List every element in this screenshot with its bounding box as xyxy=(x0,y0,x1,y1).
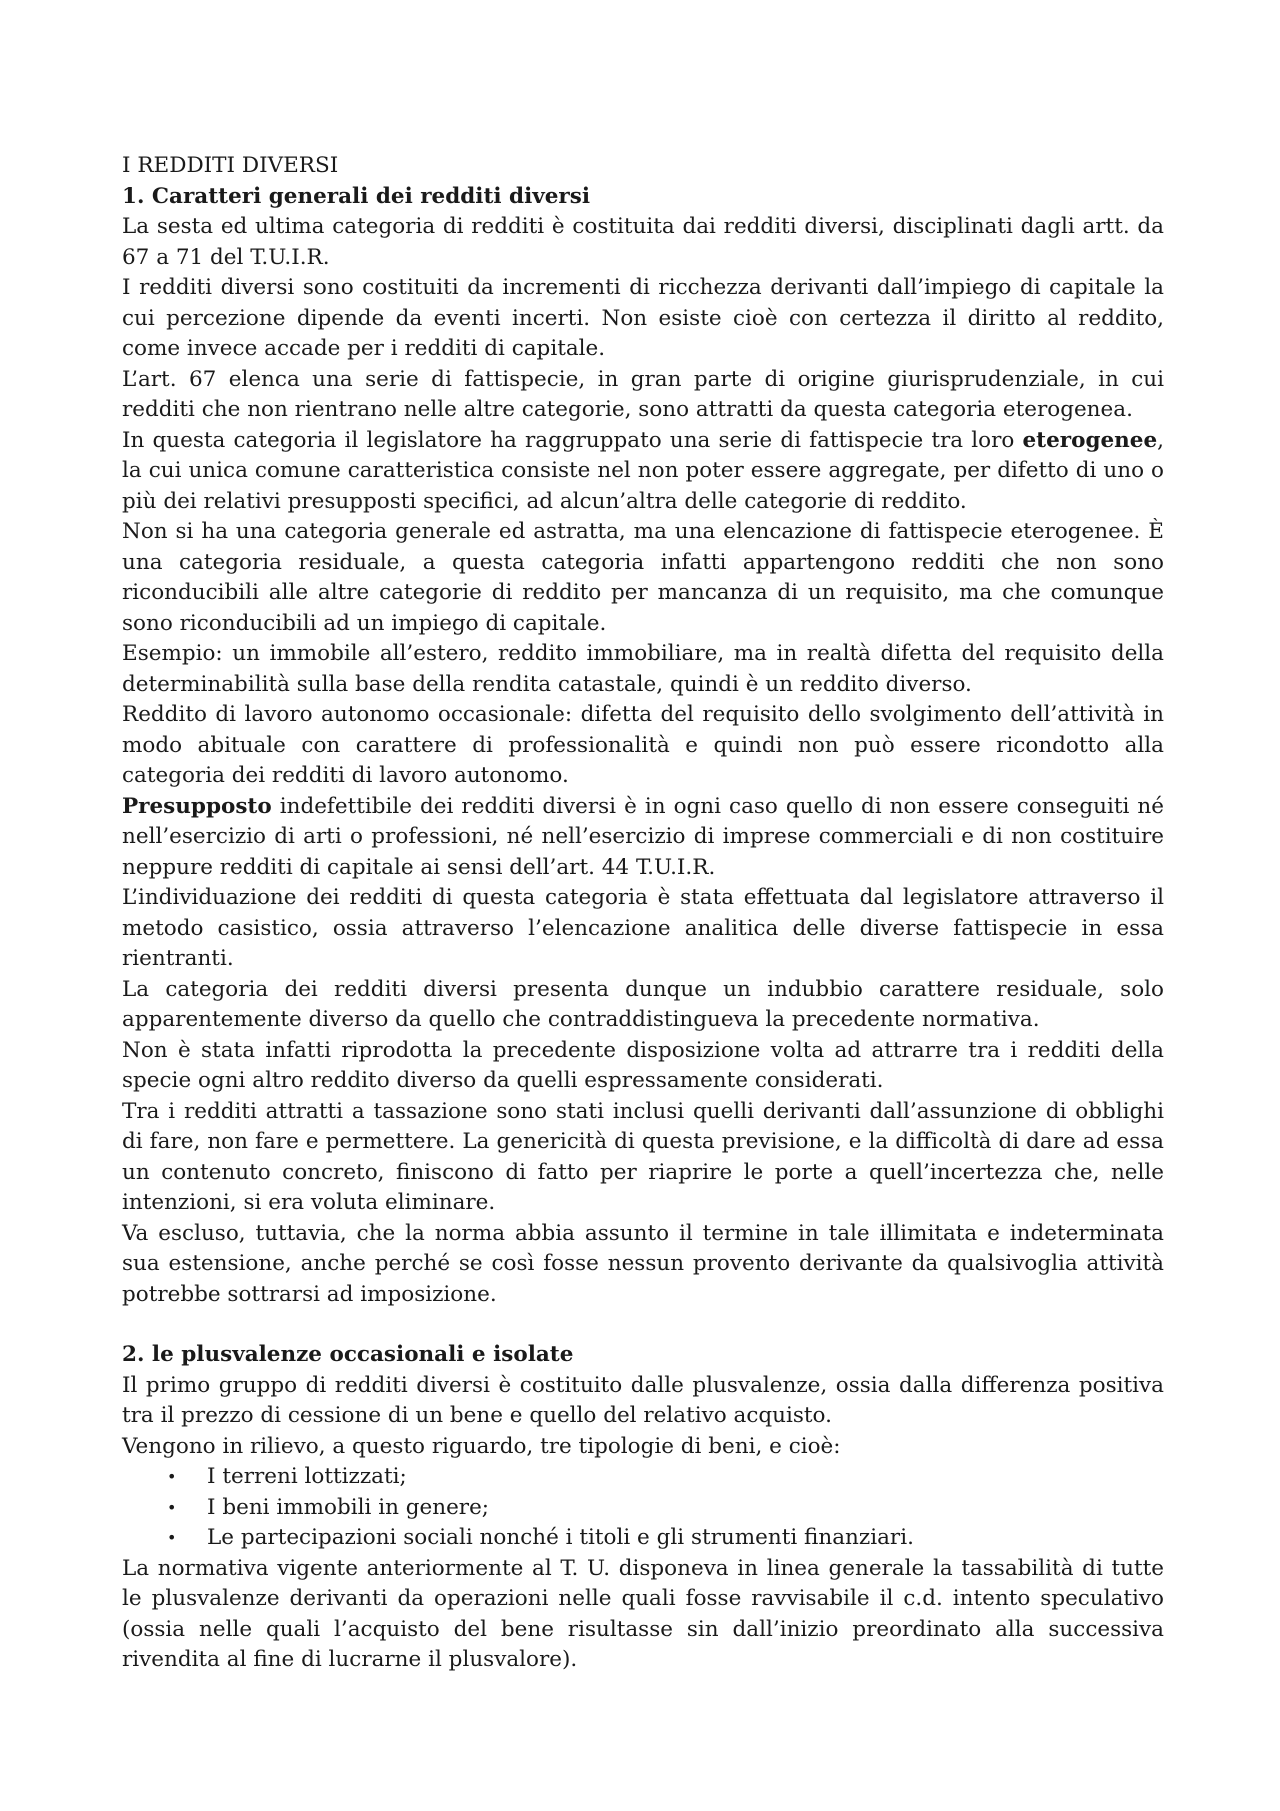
section-1-paragraph-8 xyxy=(122,792,1164,884)
section-2-paragraph-3: La normativa vigente anteriormente al T. U. disponeva in linea generale la tassabilità di tutte le plusvalenze derivanti da operazioni nelle quali fosse ravvisabile il c.d. intento speculativo (ossia nelle quali l’acquisto del bene risultasse sin dall’inizio preordinato alla successiva rivendita al fine di lucrarne il plusvalore). xyxy=(122,1555,1164,1672)
section-1-heading: 1. Caratteri generali dei redditi diversi xyxy=(122,183,591,209)
section-1-paragraph-1: La sesta ed ultima categoria di redditi è costituita dai redditi diversi, disciplinati dagli artt. da 67 a 71 del T.U.I.R. xyxy=(122,214,1164,270)
section-1-paragraph-7: Reddito di lavoro autonomo occasionale: difetta del requisito dello svolgimento dell’attività in modo abituale con carattere di professionalità e quindi non può essere ricondotto alla categoria dei redditi di lavoro autonomo. xyxy=(122,702,1164,788)
document-page xyxy=(122,151,1164,1676)
section-2-heading: 2. le plusvalenze occasionali e isolate xyxy=(122,1342,574,1367)
section-1-paragraph-9: L’individuazione dei redditi di questa categoria è stata effettuata dal legislatore attraverso il metodo casistico, ossia attraverso l’elencazione analitica delle diverse fattispecie in essa rientranti. xyxy=(122,885,1164,971)
section-spacer xyxy=(122,1310,1164,1340)
section-1-paragraph-5: Non si ha una categoria generale ed astratta, ma una elencazione di fattispecie eterogenee. È una categoria residuale, a questa categoria infatti appartengono redditi che non sono riconducibili alle altre categorie di reddito per mancanza di un requisito, ma che comunque sono riconducibili ad un impiego di capitale. xyxy=(122,519,1164,636)
bullet-icon: • xyxy=(167,1497,177,1517)
list-item-text: I beni immobili in genere; xyxy=(207,1494,490,1520)
bullet-icon: • xyxy=(167,1528,177,1547)
bullet-icon: • xyxy=(167,1467,177,1486)
list-item xyxy=(167,1462,1164,1493)
paragraph-4-text-b: , la cui unica comune caratteristica consiste nel non poter essere aggregate, per difetto di uno o più dei relativi presupposti specifici, ad alcun’altra delle categorie di reddito. xyxy=(122,427,1164,514)
paragraph-4-text-a: In questa categoria il legislatore ha raggruppato una serie di fattispecie tra loro xyxy=(122,427,1023,453)
paragraph-8-text: indefettibile dei redditi diversi è in ogni caso quello di non essere conseguiti né nell’esercizio di arti o professioni, né nell’esercizio di imprese commerciali e di non costituire neppure redditi di capitale ai sensi dell’art. 44 T.U.I.R. xyxy=(122,793,1164,880)
section-1-paragraph-4 xyxy=(122,426,1164,518)
document-title: I REDDITI DIVERSI xyxy=(122,153,339,178)
paragraph-4-bold-term: eterogenee xyxy=(1022,427,1158,453)
section-1-paragraph-3: L’art. 67 elenca una serie di fattispecie, in gran parte di origine giurisprudenziale, in cui redditi che non rientrano nelle altre categorie, sono attratti da questa categoria eterogenea. xyxy=(122,366,1164,422)
section-1-paragraph-2: I redditi diversi sono costituiti da incrementi di ricchezza derivanti dall’impiego di capitale la cui percezione dipende da eventi incerti. Non esiste cioè con certezza il diritto al reddito, come invece accade per i redditi di capitale. xyxy=(122,275,1164,361)
section-1-paragraph-13: Va escluso, tuttavia, che la norma abbia assunto il termine in tale illimitata e indeterminata sua estensione, anche perché se così fosse nessun provento derivante da qualsivoglia attività potrebbe sottrarsi ad imposizione. xyxy=(122,1220,1164,1307)
list-item-text: Le partecipazioni sociali nonché i titoli e gli strumenti finanziari. xyxy=(207,1525,914,1550)
section-1-paragraph-10: La categoria dei redditi diversi presenta dunque un indubbio carattere residuale, solo apparentemente diverso da quello che contraddistingueva la precedente normativa. xyxy=(122,976,1164,1032)
section-2-paragraph-2: Vengono in rilievo, a questo riguardo, tre tipologie di beni, e cioè: xyxy=(122,1433,841,1459)
section-1-paragraph-11: Non è stata infatti riprodotta la precedente disposizione volta ad attrarre tra i redditi della specie ogni altro reddito diverso da quelli espressamente considerati. xyxy=(122,1037,1164,1093)
list-item xyxy=(167,1493,1164,1524)
list-item-text: I terreni lottizzati; xyxy=(207,1464,407,1489)
section-2-paragraph-1: Il primo gruppo di redditi diversi è costituito dalle plusvalenze, ossia dalla differenza positiva tra il prezzo di cessione di un bene e quello del relativo acquisto. xyxy=(122,1372,1164,1428)
section-1-paragraph-6: Esempio: un immobile all’estero, reddito immobiliare, ma in realtà difetta del requisito della determinabilità sulla base della rendita catastale, quindi è un reddito diverso. xyxy=(122,641,1164,697)
list-item xyxy=(167,1523,1164,1554)
section-1-paragraph-12: Tra i redditi attratti a tassazione sono stati inclusi quelli derivanti dall’assunzione di obblighi di fare, non fare e permettere. La genericità di questa previsione, e la difficoltà di dare ad essa un contenuto concreto, finiscono di fatto per riaprire le porte a quell’incertezza che, nelle intenzioni, si era voluta eliminare. xyxy=(122,1098,1164,1215)
bullet-list xyxy=(122,1462,1164,1554)
paragraph-8-bold-term: Presupposto xyxy=(122,793,272,819)
